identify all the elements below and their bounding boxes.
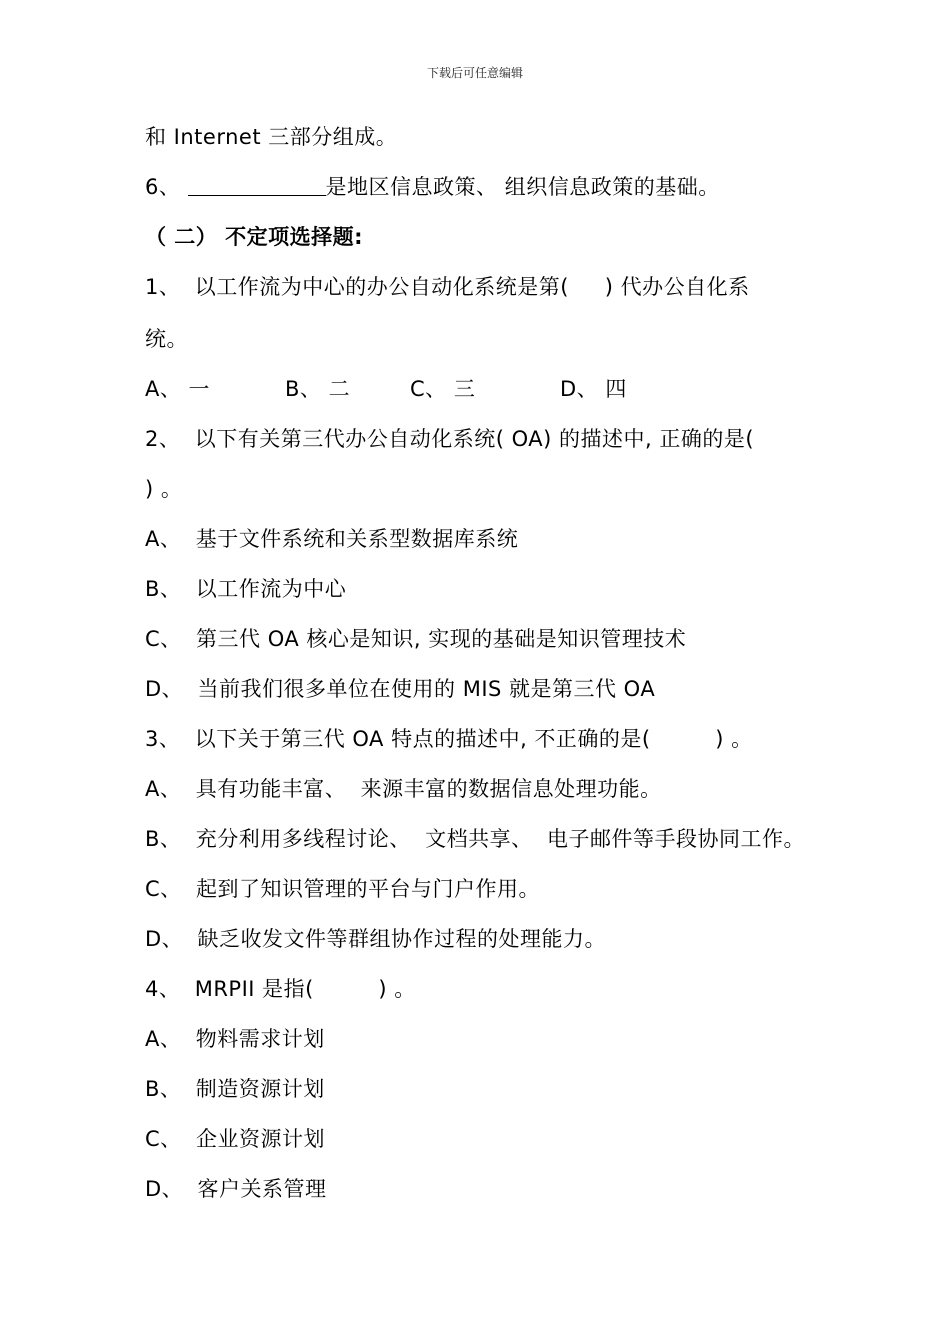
question-2-text: 2、 以下有关第三代办公自动化系统( OA) 的描述中, 正确的是( — [145, 427, 755, 451]
question-3-option-c: C、 起到了知识管理的平台与门户作用。 — [145, 877, 541, 901]
question-2-option-c: C、 第三代 OA 核心是知识, 实现的基础是知识管理技术 — [145, 627, 687, 651]
question-1-text-cont: 统。 — [145, 327, 188, 351]
fill-blank — [188, 173, 326, 196]
question-4-option-b: B、 制造资源计划 — [145, 1077, 325, 1101]
question-2-option-a: A、 基于文件系统和关系型数据库系统 — [145, 527, 519, 551]
question-2-option-d: D、 当前我们很多单位在使用的 MIS 就是第三代 OA — [145, 677, 656, 701]
question-2-text-cont: ) 。 — [145, 477, 183, 501]
question-3-option-a: A、 具有功能丰富、 来源丰富的数据信息处理功能。 — [145, 777, 662, 801]
question-3-option-d: D、 缺乏收发文件等群组协作过程的处理能力。 — [145, 927, 607, 951]
question-4-option-c: C、 企业资源计划 — [145, 1127, 326, 1151]
option-b: B、 二 — [285, 377, 351, 401]
question-4-text: 4、 MRPII 是指( ) 。 — [145, 977, 416, 1001]
text-line-continuation: 和 Internet 三部分组成。 — [145, 125, 398, 149]
question-6 — [145, 172, 720, 202]
question-3-option-b: B、 充分利用多线程讨论、 文档共享、 电子邮件等手段协同工作。 — [145, 827, 805, 851]
section-heading: （ 二） 不定项选择题: — [145, 225, 364, 249]
option-d: D、 四 — [560, 377, 627, 401]
question-1-text: 1、 以工作流为中心的办公自动化系统是第( ) 代办公自化系 — [145, 275, 750, 299]
question-1-options — [145, 374, 627, 404]
option-a: A、 一 — [145, 377, 211, 401]
question-2-option-b: B、 以工作流为中心 — [145, 577, 347, 601]
question-6-text: 是地区信息政策、 组织信息政策的基础。 — [325, 175, 720, 199]
question-4-option-a: A、 物料需求计划 — [145, 1027, 325, 1051]
question-4-option-d: D、 客户关系管理 — [145, 1177, 327, 1201]
question-3-text: 3、 以下关于第三代 OA 特点的描述中, 不正确的是( ) 。 — [145, 727, 753, 751]
page-header: 下载后可任意编辑 — [426, 66, 523, 80]
question-6-number: 6、 — [145, 175, 188, 199]
option-c: C、 三 — [410, 377, 476, 401]
